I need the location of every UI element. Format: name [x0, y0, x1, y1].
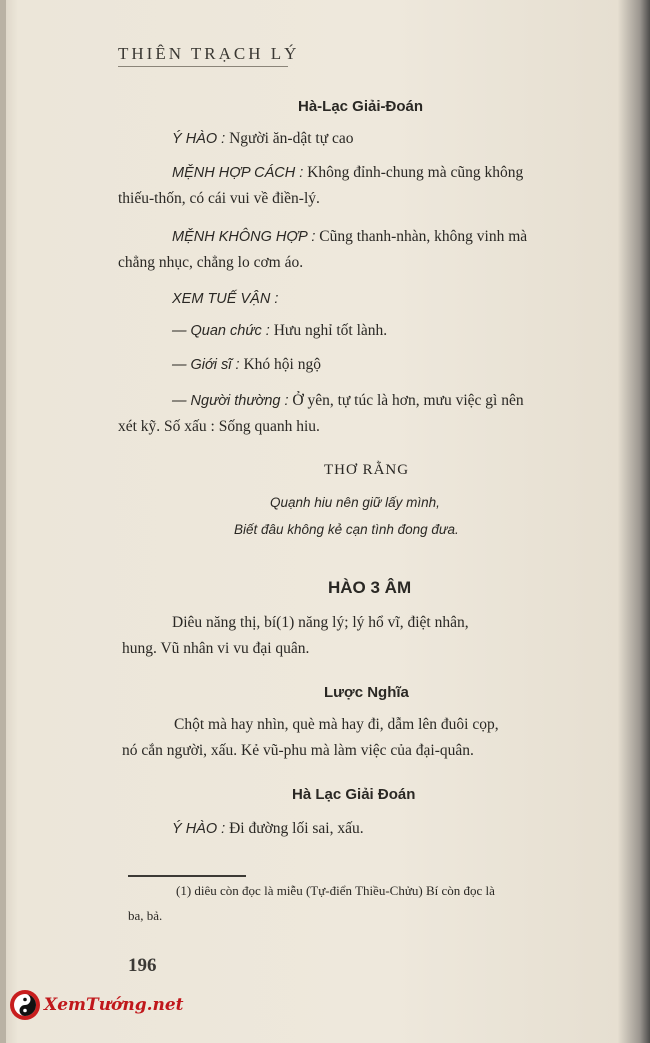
section2-line-1: Diêu năng thị, bí(1) năng lý; lý hổ vĩ, điệt nhân,: [172, 614, 469, 631]
page-right-edge: [640, 0, 650, 1043]
section1-line-4: [172, 228, 527, 246]
line-text: Đi đường lối sai, xấu.: [225, 820, 364, 837]
line-text: thiếu-thốn, có cái vui về điền-lý.: [118, 190, 320, 207]
section2-line-2: hung. Vũ nhân vi vu đại quân.: [122, 640, 310, 657]
line-label: Ý HÀO :: [172, 821, 226, 837]
line-text: xét kỹ. Số xấu : Sống quanh hiu.: [118, 418, 320, 435]
section1-title: Hà-Lạc Giải-Đoán: [298, 98, 424, 115]
section1-line-6: [172, 290, 278, 308]
yin-yang-icon: [10, 990, 40, 1020]
footnote-line-1: (1) diêu còn đọc là miễu (Tự-điển Thiều-Chửu) Bí còn đọc là: [176, 883, 495, 898]
line-text: Hưu nghỉ tốt lành.: [269, 322, 388, 339]
page-number: 196: [128, 955, 157, 976]
line-label: — Giới sĩ :: [172, 357, 240, 373]
line-text: Ở yên, tự túc là hơn, mưu việc gì nên: [288, 392, 524, 409]
section1-line-9: [172, 392, 524, 410]
section3-line-1: Chột mà hay nhìn, què mà hay đi, dẫm lên đuôi cọp,: [174, 716, 499, 733]
section1-line-5: [118, 254, 303, 272]
line-text: Cũng thanh-nhàn, không vinh mà: [315, 228, 528, 245]
poem-line-2: Biết đâu không kẻ cạn tình đong đưa.: [234, 522, 459, 537]
footnote-rule: [128, 875, 246, 877]
section4-line-1: [172, 820, 364, 838]
running-head: THIÊN TRẠCH LÝ: [118, 44, 300, 63]
line-text: chẳng nhục, chẳng lo cơm áo.: [118, 254, 304, 271]
section3-line-2: nó cắn người, xấu. Kẻ vũ-phu mà làm việc của đại-quân.: [122, 742, 474, 759]
section2-title: HÀO 3 ÂM: [328, 578, 412, 597]
line-text: Không đỉnh-chung mà cũng không: [303, 164, 524, 181]
section1-line-1: [172, 130, 353, 148]
line-label: — Người thường :: [172, 393, 289, 409]
site-watermark: [10, 990, 184, 1020]
poem-line-1: Quạnh hiu nên giữ lấy mình,: [270, 495, 440, 510]
running-head-rule: [118, 66, 288, 67]
section1-line-3: [118, 190, 320, 208]
section1-line-2: [172, 164, 523, 182]
line-label: MỆNH HỢP CÁCH :: [172, 165, 304, 181]
line-text: Người ăn-dật tự cao: [225, 130, 354, 147]
section3-title: Lược Nghĩa: [324, 684, 409, 701]
page-left-edge: [0, 0, 6, 1043]
section1-line-8: [172, 356, 321, 374]
section1-line-7: [172, 322, 387, 340]
poem-heading: THƠ RẰNG: [324, 462, 410, 478]
line-label: MỆNH KHÔNG HỢP :: [172, 229, 316, 245]
section4-title: Hà Lạc Giải Đoán: [292, 786, 416, 803]
section1-line-10: [118, 418, 320, 436]
line-text: Khó hội ngộ: [239, 356, 321, 373]
line-label: Ý HÀO :: [172, 131, 226, 147]
watermark-text: XemTướng.net: [44, 995, 184, 1015]
footnote-line-2: ba, bả.: [128, 908, 163, 923]
line-label: — Quan chức :: [172, 323, 270, 339]
line-label: XEM TUẾ VẬN :: [172, 291, 279, 307]
